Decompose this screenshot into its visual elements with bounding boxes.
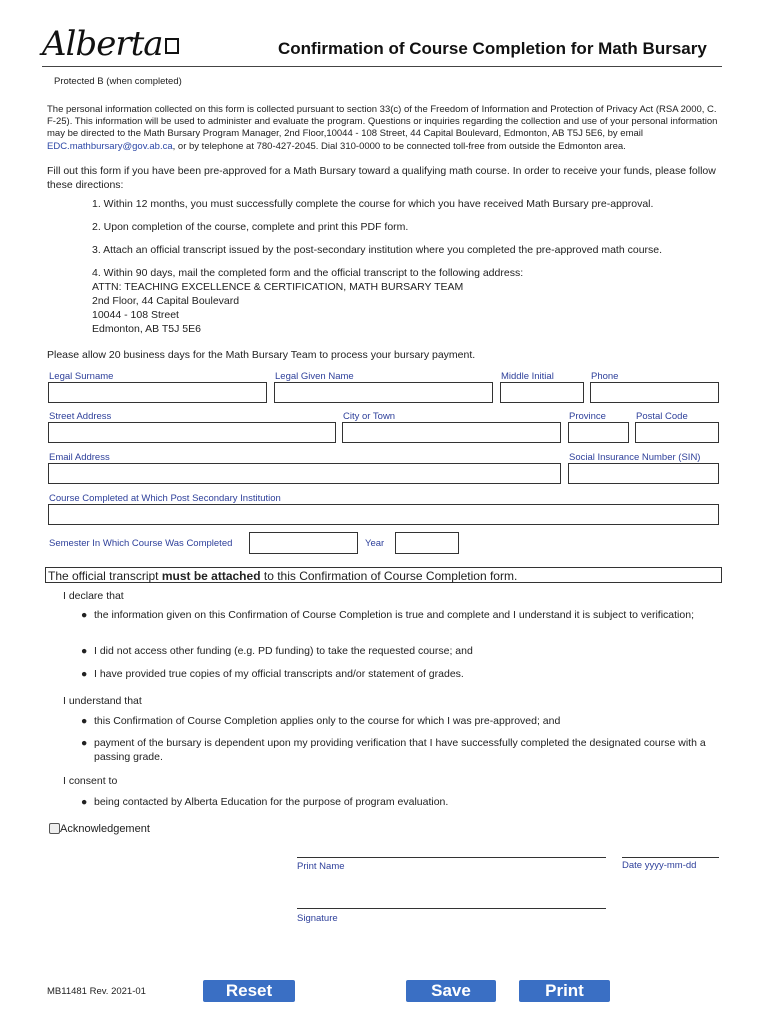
print-button[interactable]: Print xyxy=(519,980,610,1002)
understand-item: this Confirmation of Course Completion applies only to the course for which I was pre-approved; and xyxy=(94,715,561,727)
declare-heading: I declare that xyxy=(63,590,124,602)
understand-item: payment of the bursary is dependent upon my providing verification that I have successfully completed the designated course with a passing grade. xyxy=(94,737,706,763)
course-input[interactable] xyxy=(48,504,719,525)
address-line: ATTN: TEACHING EXCELLENCE & CERTIFICATION, MATH BURSARY TEAM xyxy=(92,281,464,293)
signature-label: Signature xyxy=(297,913,338,924)
city-input[interactable] xyxy=(342,422,561,443)
page-title: Confirmation of Course Completion for Math Bursary xyxy=(278,39,707,58)
print-name-line[interactable] xyxy=(297,857,606,858)
privacy-notice: The personal information collected on this form is collected pursuant to section 33(c) of the Freedom of Information and Protection of Privacy Act (RSA 2000, C. F-25). This information will be used to administer and evaluate the program. Questions or inquiries regarding the collection and use of your personal information may be directed to the Math Bursary Program Manager, 2nd Floor,10044 - 108 Street, 44 Capital Boulevard, Edmonton, AB T5J 5E6, by email EDC.mathbursary@gov.ab.ca, or by telephone at 780-427-2045. Dial 310-0000 to be connected toll-free from outside the Edmonton area. xyxy=(47,104,718,152)
email-input[interactable] xyxy=(48,463,561,484)
declare-item: the information given on this Confirmation of Course Completion is true and complete and I understand it is subject to verification; xyxy=(94,609,694,621)
understand-heading: I understand that xyxy=(63,695,142,707)
sin-input[interactable] xyxy=(568,463,719,484)
bullet-icon: ● xyxy=(81,645,88,657)
street-input[interactable] xyxy=(48,422,336,443)
given-name-label: Legal Given Name xyxy=(275,371,354,382)
protected-label: Protected B (when completed) xyxy=(54,76,182,87)
acknowledgement-checkbox[interactable] xyxy=(49,823,60,834)
bullet-icon: ● xyxy=(81,609,88,621)
date-label: Date yyyy-mm-dd xyxy=(622,860,697,871)
year-label: Year xyxy=(365,538,385,549)
instructions-intro: Fill out this form if you have been pre-approved for a Math Bursary toward a qualifying math course. In order to receive your funds, please follow these directions: xyxy=(47,165,716,191)
email-label: Email Address xyxy=(49,452,110,463)
province-input[interactable] xyxy=(568,422,629,443)
date-line[interactable] xyxy=(622,857,719,858)
street-label: Street Address xyxy=(49,411,112,422)
alberta-logo-mark-icon xyxy=(165,38,179,54)
instruction-step-2: 2. Upon completion of the course, complete and print this PDF form. xyxy=(92,221,409,233)
semester-input[interactable] xyxy=(249,532,358,554)
transcript-notice: The official transcript must be attached to this Confirmation of Course Completion form. xyxy=(48,569,518,583)
instruction-step-1: 1. Within 12 months, you must successfully complete the course for which you have received Math Bursary pre-approval. xyxy=(92,198,654,210)
sin-label: Social Insurance Number (SIN) xyxy=(569,452,701,463)
reset-button[interactable]: Reset xyxy=(203,980,295,1002)
bullet-icon: ● xyxy=(81,715,88,727)
alberta-logo: Alberta xyxy=(42,24,179,64)
declare-item: I have provided true copies of my official transcripts and/or statement of grades. xyxy=(94,668,464,680)
city-label: City or Town xyxy=(343,411,396,422)
acknowledgement-row xyxy=(49,823,150,835)
consent-heading: I consent to xyxy=(63,775,118,787)
address-line: Edmonton, AB T5J 5E6 xyxy=(92,323,201,335)
consent-item: being contacted by Alberta Education for the purpose of program evaluation. xyxy=(94,796,449,808)
surname-label: Legal Surname xyxy=(49,371,114,382)
privacy-email-link[interactable]: EDC.mathbursary@gov.ab.ca xyxy=(47,140,173,152)
province-label: Province xyxy=(569,411,606,422)
year-input[interactable] xyxy=(395,532,459,554)
course-label: Course Completed at Which Post Secondary Institution xyxy=(49,493,281,504)
instruction-step-3: 3. Attach an official transcript issued by the post-secondary institution where you completed the pre-approved math course. xyxy=(92,244,663,256)
processing-note: Please allow 20 business days for the Math Bursary Team to process your bursary payment. xyxy=(47,349,476,361)
phone-label: Phone xyxy=(591,371,619,382)
middle-initial-label: Middle Initial xyxy=(501,371,554,382)
signature-line[interactable] xyxy=(297,908,606,909)
bullet-icon: ● xyxy=(81,668,88,680)
phone-input[interactable] xyxy=(590,382,719,403)
address-line: 10044 - 108 Street xyxy=(92,309,179,321)
declare-item: I did not access other funding (e.g. PD funding) to take the requested course; and xyxy=(94,645,473,657)
save-button[interactable]: Save xyxy=(406,980,496,1002)
given-name-input[interactable] xyxy=(274,382,493,403)
bullet-icon: ● xyxy=(81,737,88,749)
mailing-address xyxy=(92,280,463,336)
bullet-icon: ● xyxy=(81,796,88,808)
address-line: 2nd Floor, 44 Capital Boulevard xyxy=(92,295,240,307)
middle-initial-input[interactable] xyxy=(500,382,584,403)
form-id: MB11481 Rev. 2021-01 xyxy=(47,986,146,997)
semester-label: Semester In Which Course Was Completed xyxy=(49,538,233,549)
instruction-step-4: 4. Within 90 days, mail the completed form and the official transcript to the following address: xyxy=(92,267,524,279)
postal-code-input[interactable] xyxy=(635,422,719,443)
postal-code-label: Postal Code xyxy=(636,411,688,422)
header-divider xyxy=(42,66,722,67)
surname-input[interactable] xyxy=(48,382,267,403)
acknowledgement-label: Acknowledgement xyxy=(60,823,150,835)
print-name-label: Print Name xyxy=(297,861,345,872)
